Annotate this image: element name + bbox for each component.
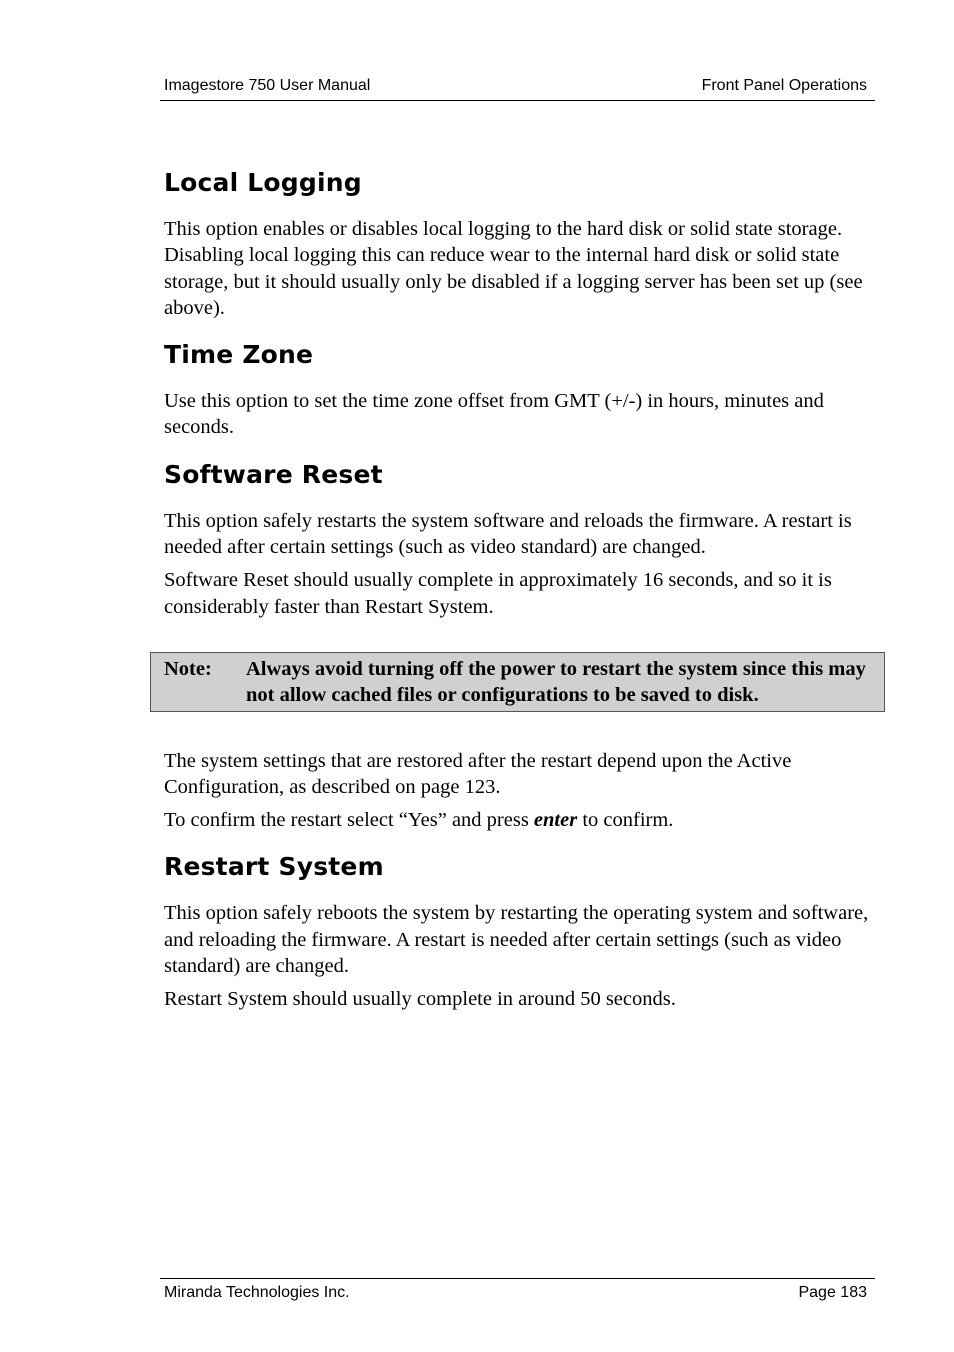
paragraph: Software Reset should usually complete in approximately 16 seconds, and so it is considerably faster than Restart System. xyxy=(164,569,832,618)
paragraph: The system settings that are restored after the restart depend upon the Active Configuration, as described on page 123. xyxy=(164,749,792,798)
page-header xyxy=(160,76,875,101)
paragraph: Use this option to set the time zone offset from GMT (+/-) in hours, minutes and seconds. xyxy=(164,390,824,439)
note-box xyxy=(150,652,885,712)
page-content xyxy=(164,165,876,1020)
confirm-text-after: to confirm. xyxy=(577,809,674,832)
enter-keyword: enter xyxy=(533,809,578,832)
header-manual-title: Imagestore 750 User Manual xyxy=(164,77,371,94)
section-software-reset xyxy=(164,457,876,834)
section-restart-system xyxy=(164,849,876,1012)
paragraph: Restart System should usually complete in around 50 seconds. xyxy=(164,988,676,1011)
footer-page-number: Page 183 xyxy=(798,1284,867,1301)
footer-company: Miranda Technologies Inc. xyxy=(164,1284,350,1301)
note-label: Note: xyxy=(164,657,212,680)
confirm-text-before: To confirm the restart select “Yes” and press xyxy=(164,809,534,832)
heading-time-zone: Time Zone xyxy=(164,340,314,370)
note-text: Always avoid turning off the power to restart the system since this may not allow cached files or configurations to be saved to disk. xyxy=(246,657,866,707)
paragraph: This option safely reboots the system by restarting the operating system and software, and reloading the firmware. A restart is needed after certain settings (such as video standard) are changed. xyxy=(164,902,869,978)
section-time-zone xyxy=(164,337,876,441)
paragraph: This option safely restarts the system software and reloads the firmware. A restart is needed after certain settings (such as video standard) are changed. xyxy=(164,509,852,559)
page-footer xyxy=(160,1278,875,1301)
header-chapter-title: Front Panel Operations xyxy=(701,77,867,94)
paragraph: This option enables or disables local logging to the hard disk or solid state storage. Disabling local logging this can reduce wear to the internal hard disk or solid state storage, but it should usually only be disabled if a logging server has been set up (see above). xyxy=(164,218,863,319)
heading-restart-system: Restart System xyxy=(164,852,384,882)
section-local-logging xyxy=(164,165,876,321)
paragraph-confirm xyxy=(164,807,876,833)
heading-local-logging: Local Logging xyxy=(164,168,362,197)
heading-software-reset: Software Reset xyxy=(164,459,383,489)
